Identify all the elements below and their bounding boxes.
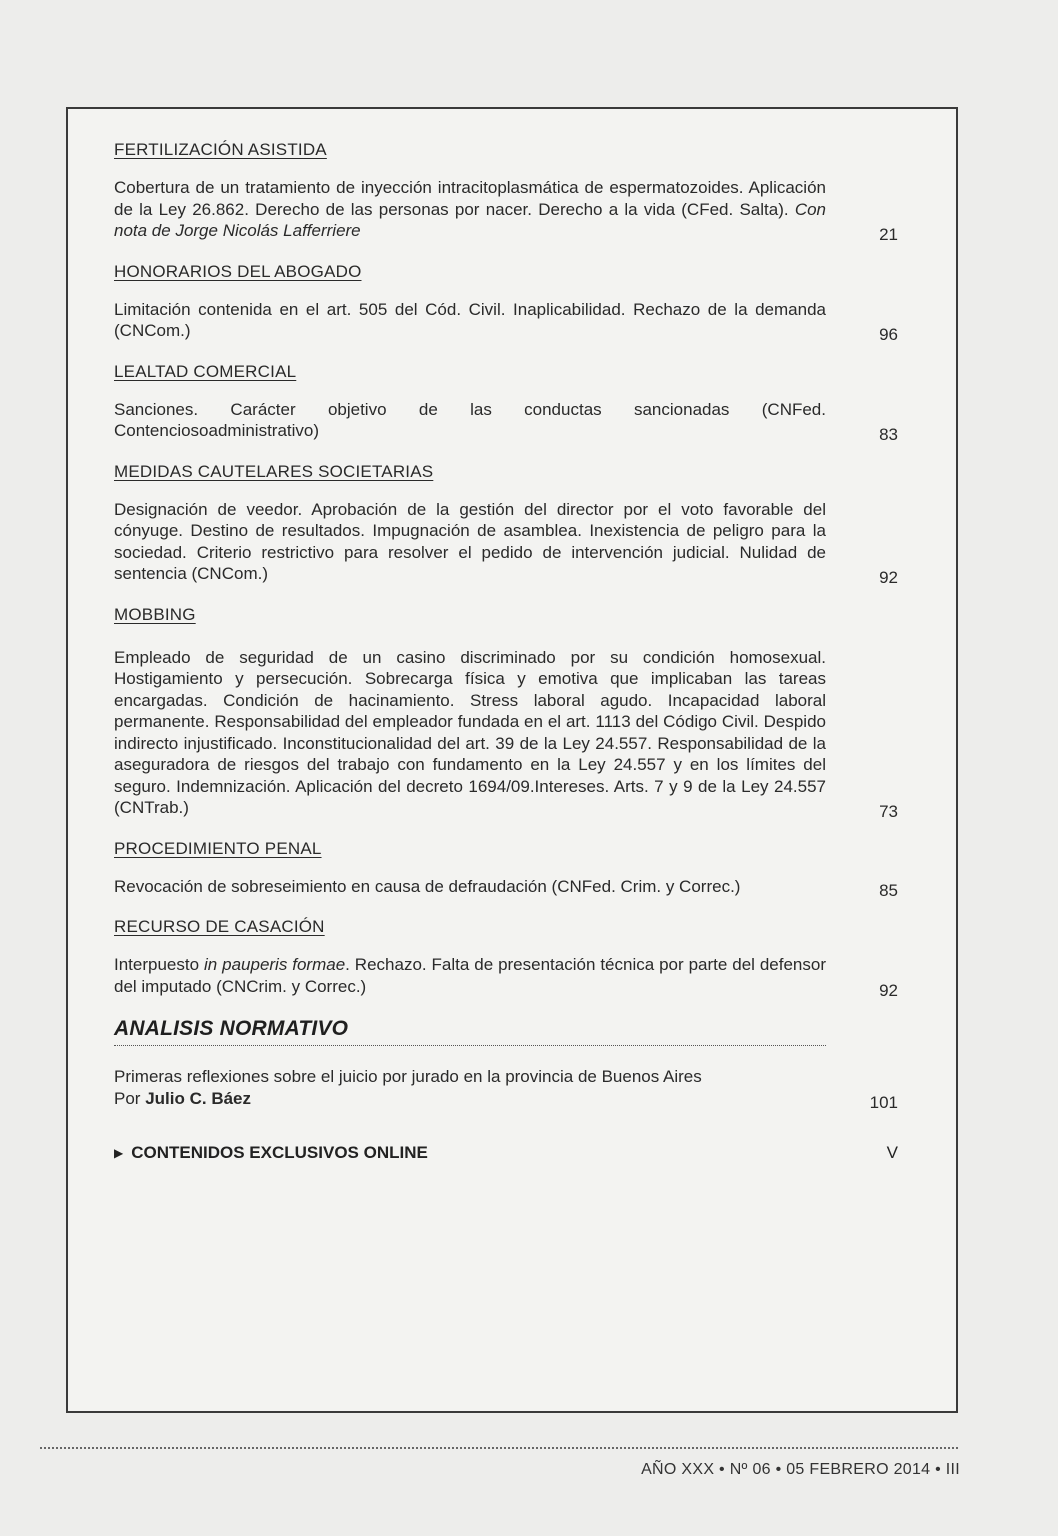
- entry: [114, 299, 900, 342]
- section-honorarios: [114, 262, 900, 342]
- entry-text: Designación de veedor. Aprobación de la gestión del director por el voto favorable del cónyuge. Destino de resultados. Impugnación de asamblea. Inexistencia de peligro para la sociedad. Criterio restrictivo para resolver el pedido de intervención judicial. Nulidad de sentencia (CNCom.): [114, 499, 826, 583]
- section-fertilizacion: [114, 140, 900, 242]
- analysis-text: Primeras reflexiones sobre el juicio por jurado en la provincia de Buenos Aires: [114, 1067, 702, 1086]
- page-number: V: [886, 1143, 898, 1162]
- section-recurso: [114, 917, 900, 1000]
- page-number: 92: [879, 980, 898, 1000]
- entry: [114, 876, 900, 898]
- section-heading: MOBBING: [114, 604, 196, 624]
- section-heading: MEDIDAS CAUTELARES SOCIETARIAS: [114, 461, 434, 481]
- footer-divider: [40, 1447, 958, 1449]
- entry: [114, 954, 900, 1000]
- page-number: 73: [879, 802, 898, 821]
- section-heading: HONORARIOS DEL ABOGADO: [114, 261, 362, 281]
- exclusive-online-link[interactable]: [114, 1143, 900, 1163]
- entry-text: Limitación contenida en el art. 505 del Cód. Civil. Inaplicabilidad. Rechazo de la demanda (CNCom.): [114, 299, 826, 340]
- section-medidas: [114, 462, 900, 585]
- entry-text: Sanciones. Carácter objetivo de las conductas sancionadas (CNFed. Contenciosoadministrativo): [114, 399, 826, 440]
- entry-text: Revocación de sobreseimiento en causa de defraudación (CNFed. Crim. y Correc.): [114, 876, 741, 896]
- by-prefix: Por: [114, 1088, 141, 1108]
- section-mobbing: [114, 605, 900, 819]
- page-number: 96: [879, 325, 898, 344]
- entry-text: [114, 1066, 826, 1109]
- entry-text: [114, 177, 826, 242]
- entry-text: Empleado de seguridad de un casino discriminado por su condición homosexual. Hostigamiento y persecución. Sobrecarga física y emotiva que implicaban las tareas encargadas. Condición de hacinamiento. Stress laboral agudo. Incapacidad laboral permanente. Responsabilidad del empleador fundada en el art. 1113 del Código Civil. Despido indirecto injustificado. Inconstitucionalidad del art. 39 de la Ley 24.557. Responsabilidad de la aseguradora de riesgos del trabajo con fundamento en la Ley 24.557 y en los límites del seguro. Indemnización. Aplicación del decreto 1694/09.Intereses. Arts. 7 y 9 de la Ley 24.557 (CNTrab.): [114, 647, 826, 817]
- page-number: 83: [879, 425, 898, 444]
- page-number: 92: [879, 568, 898, 587]
- entry-italic: in pauperis formae: [203, 955, 346, 974]
- section-heading: LEALTAD COMERCIAL: [114, 361, 297, 381]
- analysis-title: ANALISIS NORMATIVO: [114, 1017, 826, 1046]
- section-procedimiento: [114, 839, 900, 898]
- section-heading: PROCEDIMIENTO PENAL: [114, 838, 322, 858]
- entry-body: Cobertura de un tratamiento de inyección intracitoplasmática de espermatozoides. Aplicación de la Ley 26.862. Derecho de las personas por nacer. Derecho a la vida (CFed. Salta).: [114, 178, 826, 219]
- triangle-right-icon: ▶: [114, 1146, 124, 1160]
- entry-note: Con nota de Jorge Nicolás Lafferriere: [114, 199, 826, 240]
- entry: [114, 499, 900, 585]
- author: Julio C. Báez: [145, 1088, 252, 1108]
- footer-issue-info: AÑO XXX • Nº 06 • 05 FEBRERO 2014 • III: [641, 1461, 960, 1478]
- section-heading: FERTILIZACIÓN ASISTIDA: [114, 140, 327, 159]
- entry: [114, 399, 900, 442]
- entry: [114, 647, 900, 819]
- page-number: 85: [879, 880, 898, 900]
- section-lealtad: [114, 362, 900, 442]
- index-content: [114, 140, 900, 1163]
- analysis-byline: [114, 1088, 826, 1110]
- entry-body: Interpuesto: [114, 955, 200, 974]
- entry-body-rest: . Rechazo. Falta de presentación técnica por parte del defensor del imputado (CNCrim. y Correc.): [114, 955, 826, 996]
- exclusive-label: CONTENIDOS EXCLUSIVOS ONLINE: [131, 1143, 428, 1162]
- page-number: 101: [869, 1092, 898, 1112]
- analysis-entry: [114, 1066, 900, 1112]
- entry-text: [114, 954, 826, 997]
- page-number: 21: [879, 225, 898, 244]
- section-heading: RECURSO DE CASACIÓN: [114, 917, 325, 936]
- entry: [114, 177, 900, 242]
